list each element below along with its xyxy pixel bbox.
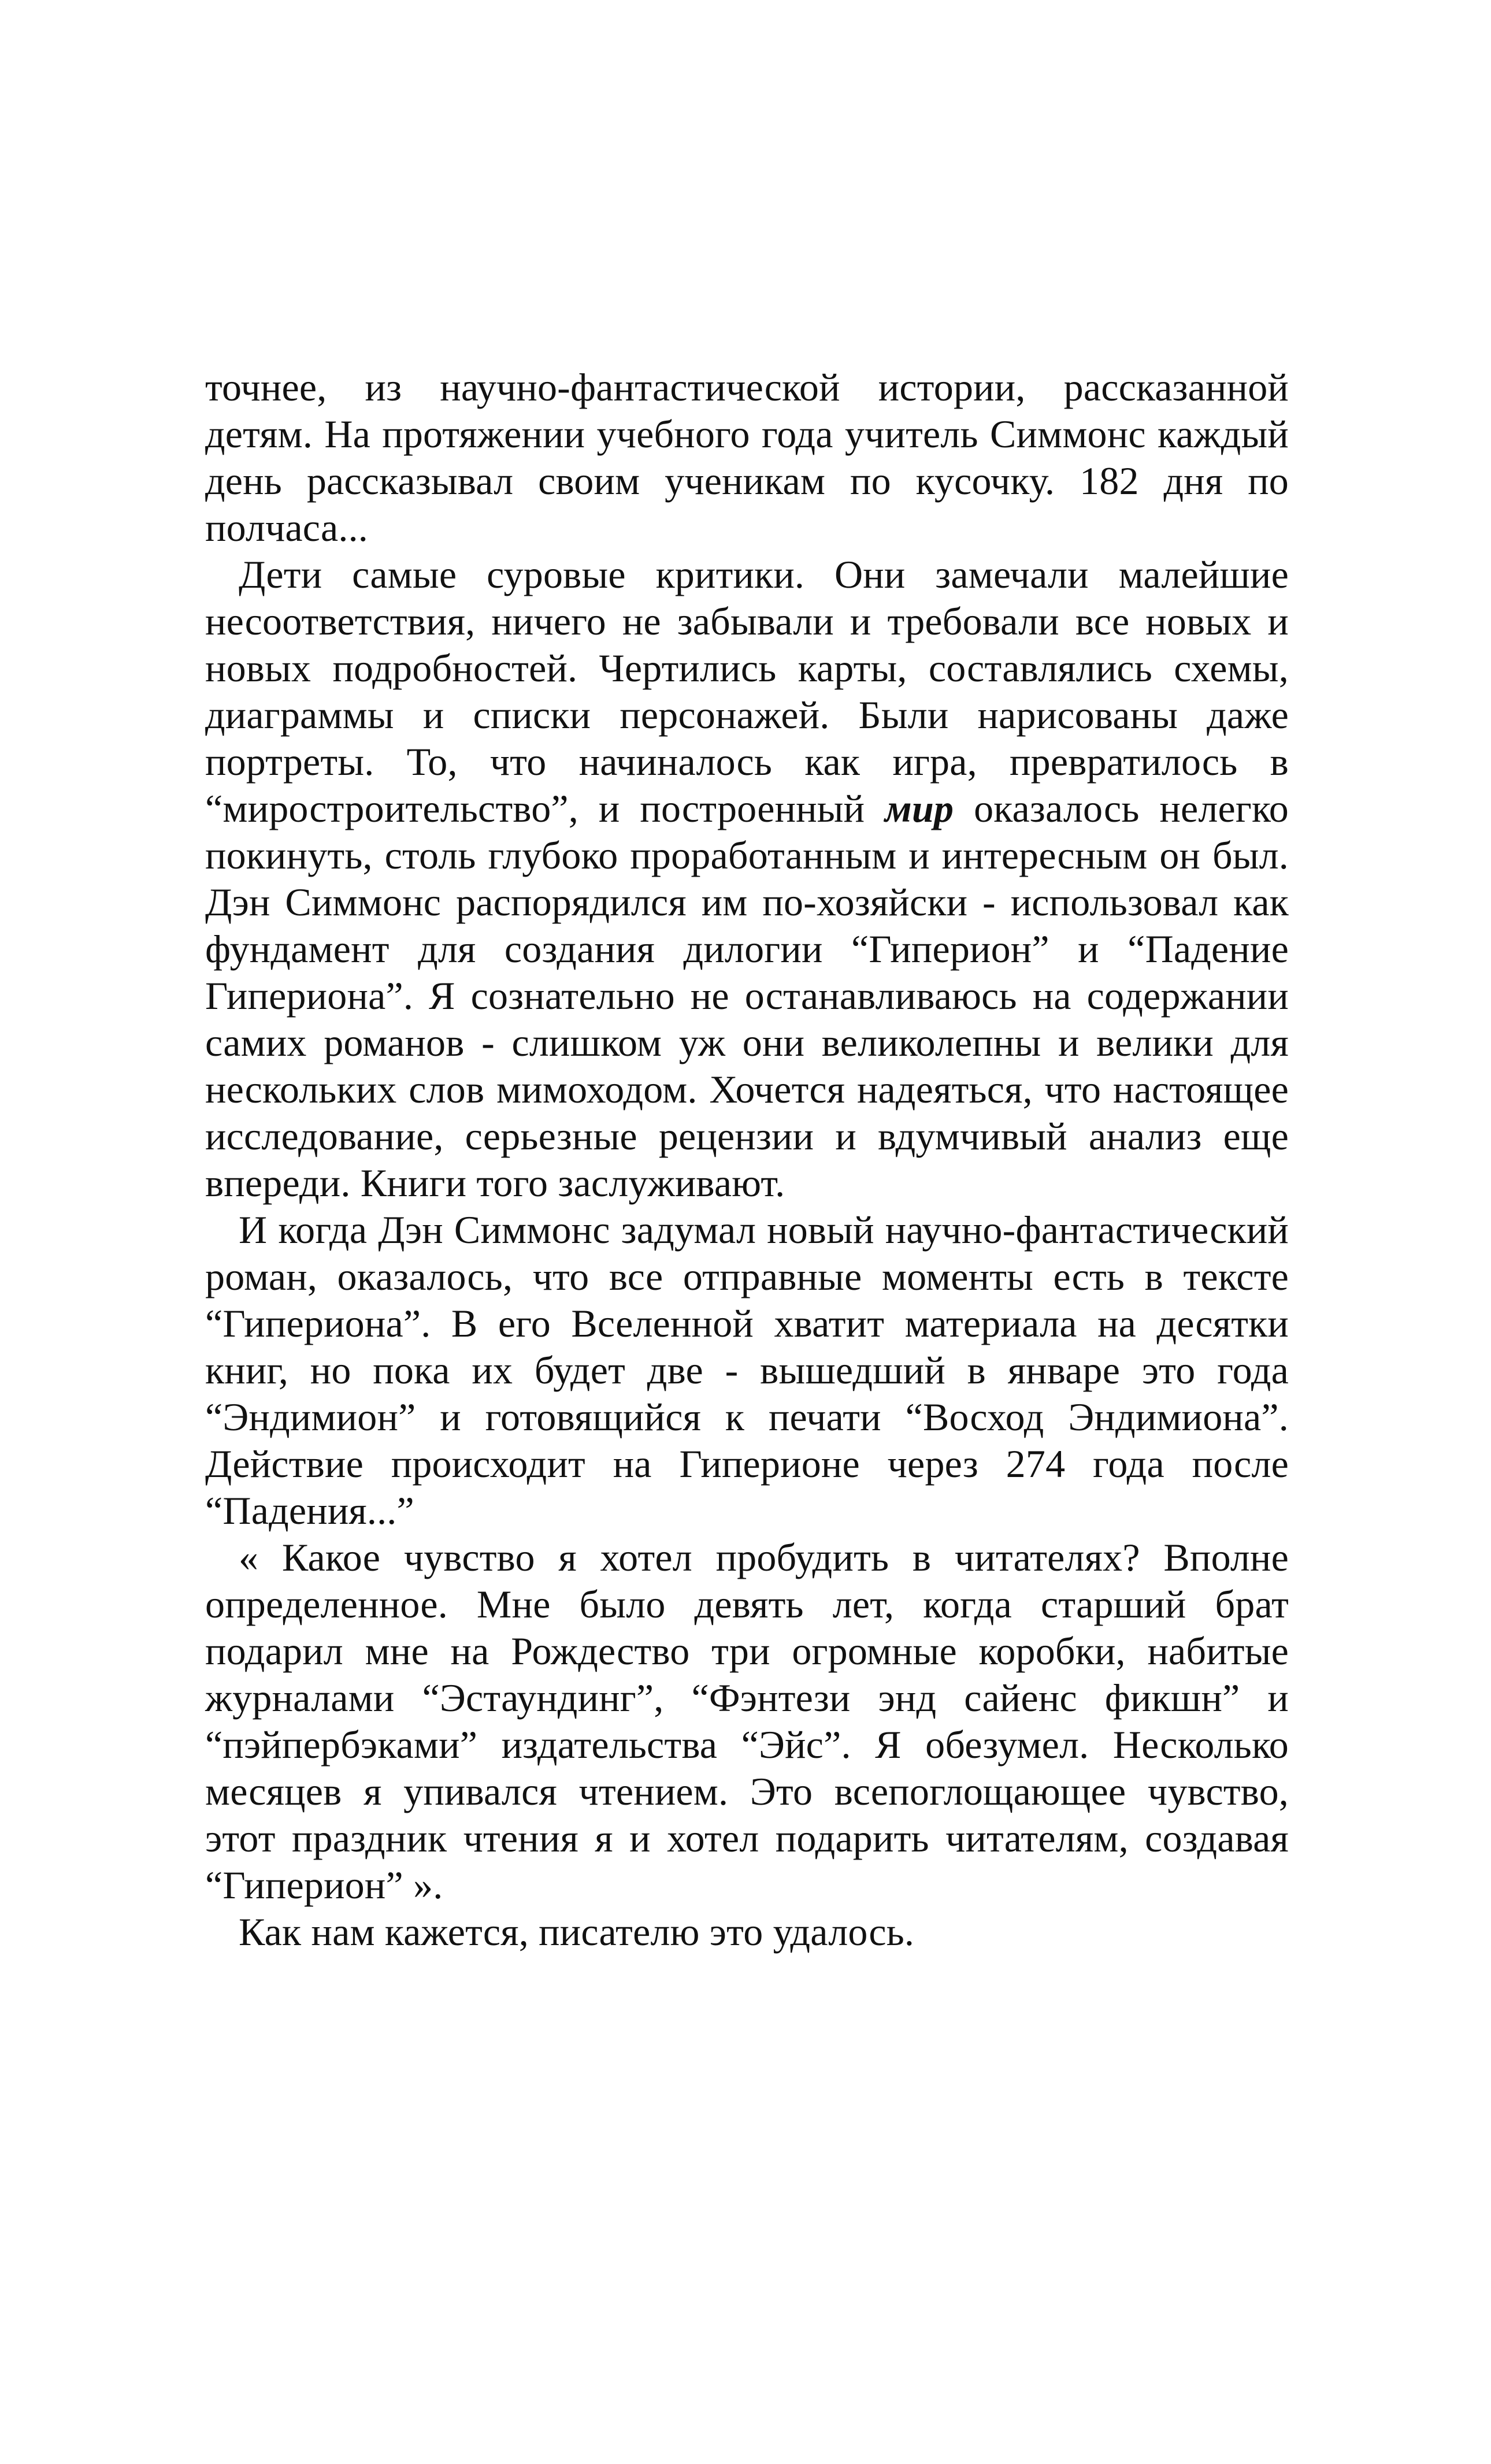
paragraph-2-emphasis: мир	[885, 786, 954, 830]
paragraph-4-text: « Какое чувство я хотел пробудить в читателях? Вполне определенное. Мне было девять лет, когда старший брат подарил мне на Рождество три огромные коробки, набитые журналами “Эстаундинг”, “Фэнтези энд сайенс фикшн” и “пэйпербэками” издательства “Эйс”. Я обезумел. Несколько месяцев я упивался чтением. Это всепоглощающее чувство, этот праздник чтения я и хотел подарить читателям, создавая “Гиперион” ».	[205, 1535, 1289, 1907]
paragraph-2	[205, 551, 1289, 1207]
paragraph-4-quote	[205, 1534, 1289, 1909]
body-text	[205, 364, 1289, 1955]
paragraph-1	[205, 364, 1289, 551]
paragraph-1-text: точнее, из научно-фантастической истории, рассказанной детям. На протяжении учебного года учитель Симмонс каждый день рассказывал своим ученикам по кусочку. 182 дня по полчаса...	[205, 365, 1289, 550]
paragraph-3	[205, 1207, 1289, 1534]
paragraph-3-text: И когда Дэн Симмонс задумал новый научно-фантастический роман, оказалось, что все отправные моменты есть в тексте “Гипериона”. В его Вселенной хватит материала на десятки книг, но пока их будет две - вышедший в январе это года “Эндимион” и готовящийся к печати “Восход Эндимиона”. Действие происходит на Гиперионе через 274 года после “Падения...”	[205, 1208, 1289, 1532]
paragraph-2-text-a: Дети самые суровые критики. Они замечали малейшие несоответствия, ничего не забывали и требовали все новых и новых подробностей. Чертились карты, составлялись схемы, диаграммы и списки персонажей. Были нарисованы даже портреты. То, что начиналось как игра, превратилось в “миростроительство”, и построенный	[205, 552, 1289, 830]
paragraph-2-text-b: оказалось нелегко покинуть, столь глубоко проработанным и интересным он был. Дэн Симмонс распорядился им по-хозяйски - использовал как фундамент для создания дилогии “Гиперион” и “Падение Гипериона”. Я сознательно не останавливаюсь на содержании самих романов - слишком уж они великолепны и велики для нескольких слов мимоходом. Хочется надеяться, что настоящее исследование, серьезные рецензии и вдумчивый анализ еще впереди. Книги того заслуживают.	[205, 786, 1289, 1205]
paragraph-5	[205, 1909, 1289, 1955]
paragraph-5-text: Как нам кажется, писателю это удалось.	[239, 1910, 915, 1954]
